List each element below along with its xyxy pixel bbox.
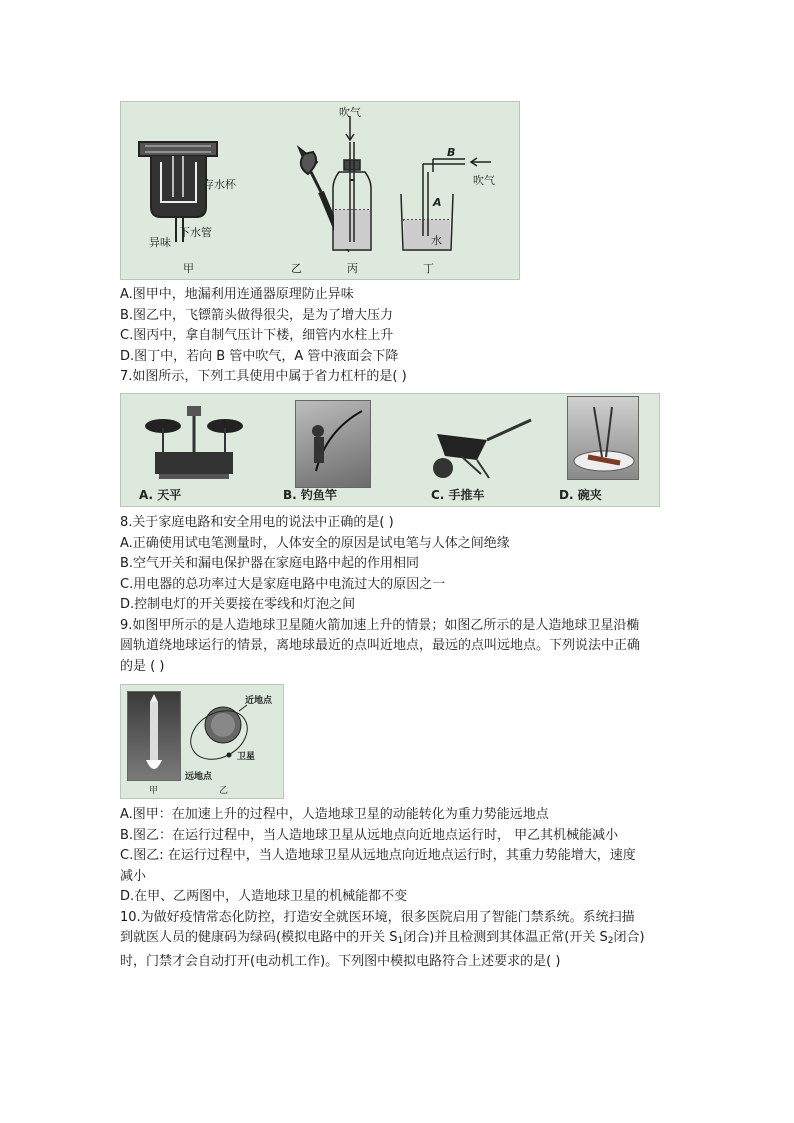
q10-line-2-a: 到就医人员的健康码为绿码(模拟电路中的开关 S [120, 930, 398, 945]
q9-option-b: B.图乙：在运行过程中，当人造地球卫星从远地点向近地点运行时， 甲乙其机械能减小 [120, 827, 619, 843]
caption-jia: 甲 [183, 262, 194, 275]
q9-stem-line-1: 9.如图甲所示的是人造地球卫星随火箭加速上升的情景；如图乙所示的是人造地球卫星沿椭 [120, 617, 640, 633]
q6-option-c: C.图丙中，拿自制气压计下楼，细管内水柱上升 [120, 328, 394, 343]
label-yi: 乙 [219, 786, 229, 796]
q8 [120, 513, 640, 677]
q10-line-3: 时，门禁才会自动打开(电动机工作)。下列图中模拟电路符合上述要求的是( ) [120, 953, 561, 969]
figure-jia-yi-bing-ding [120, 101, 520, 280]
q6-option-d: D.图丁中，若向 B 管中吹气，A 管中液面会下降 [120, 348, 399, 364]
caption-cart: C. 手推车 [431, 488, 485, 502]
q10-line-2 [120, 928, 645, 952]
cart-drawing [433, 420, 531, 478]
caption-bowl-clip: D. 碗夹 [559, 488, 602, 502]
q8-option-c: C.用电器的总功率过大是家庭电路中电流过大的原因之一 [120, 576, 446, 592]
label-perigee: 近地点 [245, 696, 273, 706]
q6-options [120, 285, 407, 388]
label-blow-side: 吹气 [473, 174, 495, 187]
figure-q7-tools [120, 393, 660, 507]
q9-option-c: C.图乙: 在运行过程中，当人造地球卫星从远地点向近地点运行时，其重力势能增大，速度 [120, 848, 636, 863]
label-blow-top: 吹气 [339, 106, 361, 119]
q10-line-1: 10.为做好疫情常态化防控，打造安全就医环境，很多医院启用了智能门禁系统。系统扫描 [120, 909, 635, 925]
q7-stem: 7.如图所示，下列工具使用中属于省力杠杆的是( ) [120, 369, 407, 384]
caption-balance: A. 天平 [139, 488, 182, 502]
q8-stem: 8.关于家庭电路和安全用电的说法中正确的是( ) [120, 515, 394, 530]
figure-q9-satellite [120, 684, 284, 799]
q10-sub-2: 2 [607, 936, 614, 946]
label-apogee: 远地点 [185, 772, 213, 782]
q9-options [120, 805, 645, 972]
q10-sub-1: 1 [397, 936, 404, 946]
q8-option-a: A.正确使用试电笔测量时，人体安全的原因是试电笔与人体之间绝缘 [120, 535, 510, 551]
label-B: B [447, 146, 456, 159]
q6-option-b: B.图乙中，飞镖箭头做得很尖，是为了增大压力 [120, 307, 394, 323]
q10-line-2-c: 闭合) [613, 930, 645, 945]
q9-stem-line-3: 的是 ( ) [120, 658, 165, 674]
figure-1-drawing [121, 102, 519, 279]
q6-option-a: A.图甲中，地漏利用连通器原理防止异味 [120, 287, 354, 302]
q8-option-b: B.空气开关和漏电保护器在家庭电路中起的作用相同 [120, 556, 420, 571]
label-cup: 存水杯 [203, 178, 236, 191]
q8-option-d: D.控制电灯的开关要接在零线和灯泡之间 [120, 597, 356, 612]
caption-bing: 丙 [347, 262, 358, 275]
balance-drawing [145, 406, 243, 479]
bowl-clip-photo [567, 396, 639, 480]
fishing-rod-photo [295, 400, 371, 488]
label-odor: 异味 [149, 236, 171, 249]
barometer-jar-drawing [333, 116, 371, 250]
label-water: 水 [431, 234, 442, 247]
caption-fishing-rod: B. 钓鱼竿 [283, 488, 337, 502]
label-jia: 甲 [149, 786, 159, 796]
caption-yi: 乙 [291, 262, 302, 275]
q9-stem-line-2: 圆轨道绕地球运行的情景，离地球最近的点叫近地点，最远的点叫远地点。下列说法中正确 [120, 638, 641, 653]
caption-ding: 丁 [423, 262, 434, 275]
label-satellite: 卫星 [237, 752, 256, 762]
q9-option-a: A.图甲：在加速上升的过程中，人造地球卫星的动能转化为重力势能远地点 [120, 807, 549, 822]
q9-option-c-cont: 减小 [120, 868, 147, 884]
q10-line-2-b: 闭合)并且检测到其体温正常(开关 S [403, 930, 608, 945]
q9-option-d: D.在甲、乙两图中，人造地球卫星的机械能都不变 [120, 889, 408, 904]
label-pipe: 下水管 [179, 226, 212, 239]
label-A: A [433, 196, 442, 209]
